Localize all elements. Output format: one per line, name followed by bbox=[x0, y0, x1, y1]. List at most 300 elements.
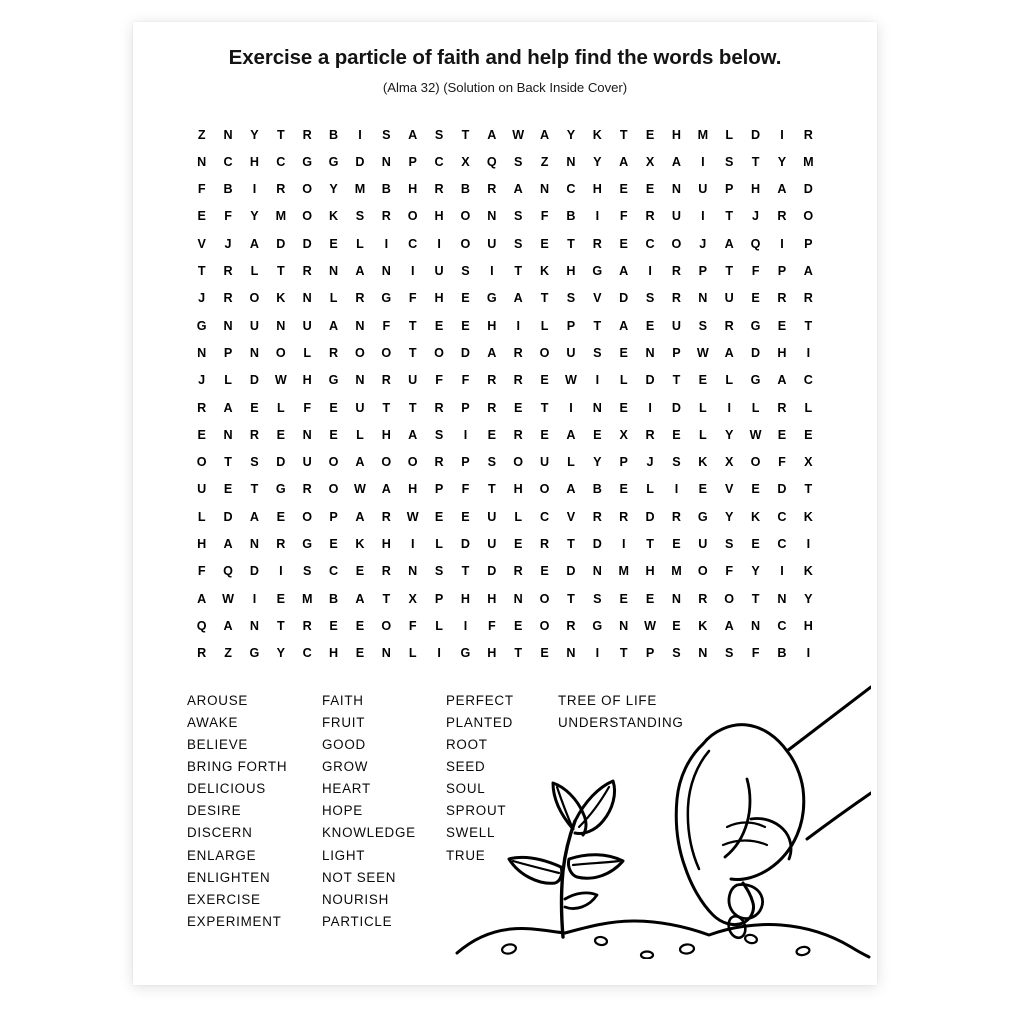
grid-cell[interactable]: I bbox=[516, 318, 520, 333]
grid-cell[interactable]: H bbox=[381, 427, 391, 442]
grid-cell[interactable]: O bbox=[750, 455, 761, 470]
grid-cell[interactable]: R bbox=[513, 427, 523, 442]
grid-cell[interactable]: H bbox=[408, 182, 418, 197]
grid-cell[interactable]: J bbox=[646, 455, 654, 470]
grid-cell[interactable]: R bbox=[540, 537, 550, 552]
grid-cell[interactable]: C bbox=[777, 537, 787, 552]
grid-cell[interactable]: R bbox=[434, 455, 444, 470]
grid-cell[interactable]: U bbox=[566, 345, 576, 360]
grid-cell[interactable]: Y bbox=[566, 127, 576, 142]
grid-cell[interactable]: I bbox=[701, 154, 705, 169]
grid-cell[interactable]: E bbox=[619, 400, 628, 415]
grid-cell[interactable]: J bbox=[752, 209, 760, 224]
grid-cell[interactable]: D bbox=[223, 509, 233, 524]
word-list-item[interactable]: EXPERIMENT bbox=[187, 914, 282, 930]
grid-cell[interactable]: A bbox=[724, 345, 734, 360]
grid-cell[interactable]: S bbox=[355, 209, 365, 224]
grid-cell[interactable]: T bbox=[725, 264, 734, 279]
grid-cell[interactable]: Q bbox=[223, 564, 233, 579]
grid-cell[interactable]: K bbox=[355, 537, 365, 552]
grid-cell[interactable]: S bbox=[698, 318, 708, 333]
grid-cell[interactable]: A bbox=[355, 509, 365, 524]
grid-cell[interactable]: D bbox=[777, 482, 787, 497]
grid-cell[interactable]: P bbox=[566, 318, 576, 333]
grid-cell[interactable]: P bbox=[777, 264, 787, 279]
word-search-grid[interactable] bbox=[189, 122, 822, 668]
grid-cell[interactable]: R bbox=[592, 509, 602, 524]
grid-cell[interactable]: O bbox=[249, 291, 260, 306]
grid-cell[interactable]: T bbox=[276, 264, 285, 279]
grid-cell[interactable]: P bbox=[434, 482, 444, 497]
grid-cell[interactable]: E bbox=[223, 482, 233, 497]
grid-cell[interactable]: A bbox=[724, 618, 734, 633]
grid-cell[interactable]: A bbox=[249, 236, 259, 251]
grid-cell[interactable]: I bbox=[780, 236, 784, 251]
grid-cell[interactable]: E bbox=[540, 373, 549, 388]
grid-cell[interactable]: R bbox=[803, 291, 813, 306]
grid-cell[interactable]: Y bbox=[777, 154, 787, 169]
grid-cell[interactable]: R bbox=[434, 182, 444, 197]
grid-cell[interactable]: E bbox=[355, 646, 365, 661]
grid-cell[interactable]: K bbox=[698, 455, 708, 470]
grid-cell[interactable]: O bbox=[539, 482, 550, 497]
grid-cell[interactable]: T bbox=[646, 537, 654, 552]
grid-cell[interactable]: E bbox=[698, 373, 708, 388]
grid-cell[interactable]: O bbox=[275, 345, 286, 360]
grid-cell[interactable]: E bbox=[329, 236, 338, 251]
grid-cell[interactable]: R bbox=[513, 373, 523, 388]
grid-cell[interactable]: L bbox=[725, 373, 734, 388]
grid-cell[interactable]: R bbox=[777, 400, 787, 415]
grid-cell[interactable]: G bbox=[592, 264, 603, 279]
grid-cell[interactable]: S bbox=[513, 154, 523, 169]
word-list-item[interactable]: BRING FORTH bbox=[187, 759, 288, 774]
grid-cell[interactable]: C bbox=[329, 564, 339, 579]
grid-cell[interactable]: L bbox=[356, 427, 364, 442]
grid-cell[interactable]: W bbox=[512, 127, 525, 142]
grid-cell[interactable]: Y bbox=[276, 646, 286, 661]
grid-cell[interactable]: J bbox=[198, 291, 206, 306]
grid-cell[interactable]: L bbox=[303, 345, 312, 360]
grid-cell[interactable]: L bbox=[619, 373, 628, 388]
grid-cell[interactable]: D bbox=[276, 455, 286, 470]
grid-cell[interactable]: R bbox=[381, 373, 391, 388]
grid-cell[interactable]: R bbox=[487, 373, 497, 388]
grid-cell[interactable]: G bbox=[328, 373, 339, 388]
grid-cell[interactable]: I bbox=[701, 209, 705, 224]
grid-cell[interactable]: G bbox=[381, 291, 392, 306]
grid-cell[interactable]: I bbox=[463, 427, 468, 442]
grid-cell[interactable]: W bbox=[644, 618, 656, 633]
grid-cell[interactable]: H bbox=[487, 591, 497, 606]
grid-cell[interactable]: E bbox=[777, 318, 787, 333]
grid-cell[interactable]: K bbox=[329, 209, 339, 224]
grid-cell[interactable]: R bbox=[276, 182, 286, 197]
grid-cell[interactable]: K bbox=[803, 564, 813, 579]
grid-cell[interactable]: C bbox=[540, 509, 550, 524]
grid-cell[interactable]: O bbox=[803, 209, 814, 224]
grid-cell[interactable]: E bbox=[513, 537, 523, 552]
grid-cell[interactable]: V bbox=[593, 291, 602, 306]
grid-cell[interactable]: G bbox=[302, 537, 313, 552]
grid-cell[interactable]: N bbox=[592, 564, 602, 579]
grid-cell[interactable]: Y bbox=[593, 154, 602, 169]
grid-cell[interactable]: O bbox=[407, 455, 418, 470]
grid-cell[interactable]: N bbox=[566, 154, 576, 169]
grid-cell[interactable]: T bbox=[461, 127, 470, 142]
grid-cell[interactable]: L bbox=[646, 482, 654, 497]
grid-cell[interactable]: L bbox=[698, 400, 707, 415]
grid-cell[interactable]: C bbox=[777, 509, 787, 524]
grid-cell[interactable]: N bbox=[540, 182, 550, 197]
grid-cell[interactable]: A bbox=[408, 427, 418, 442]
grid-cell[interactable]: H bbox=[645, 564, 655, 579]
grid-cell[interactable]: X bbox=[619, 427, 628, 442]
grid-cell[interactable]: N bbox=[197, 345, 207, 360]
grid-cell[interactable]: T bbox=[567, 236, 575, 251]
grid-cell[interactable]: Y bbox=[250, 127, 259, 142]
grid-cell[interactable]: I bbox=[490, 264, 494, 279]
grid-cell[interactable]: P bbox=[698, 264, 708, 279]
grid-cell[interactable]: N bbox=[592, 400, 602, 415]
grid-cell[interactable]: P bbox=[619, 455, 628, 470]
grid-cell[interactable]: O bbox=[460, 209, 471, 224]
grid-cell[interactable]: D bbox=[645, 509, 655, 524]
grid-cell[interactable]: W bbox=[353, 482, 366, 497]
grid-cell[interactable]: D bbox=[460, 345, 470, 360]
grid-cell[interactable]: T bbox=[725, 209, 734, 224]
grid-cell[interactable]: D bbox=[751, 127, 761, 142]
grid-cell[interactable]: N bbox=[223, 127, 233, 142]
grid-cell[interactable]: N bbox=[302, 427, 312, 442]
grid-cell[interactable]: P bbox=[223, 345, 233, 360]
grid-cell[interactable]: O bbox=[328, 482, 339, 497]
grid-cell[interactable]: R bbox=[671, 291, 681, 306]
grid-cell[interactable]: E bbox=[777, 427, 787, 442]
grid-cell[interactable]: M bbox=[354, 182, 366, 197]
grid-cell[interactable]: R bbox=[698, 591, 708, 606]
grid-cell[interactable]: W bbox=[749, 427, 762, 442]
grid-cell[interactable]: R bbox=[381, 509, 391, 524]
grid-cell[interactable]: D bbox=[671, 400, 681, 415]
grid-cell[interactable]: I bbox=[410, 537, 415, 552]
grid-cell[interactable]: O bbox=[381, 345, 392, 360]
grid-cell[interactable]: C bbox=[566, 182, 576, 197]
grid-cell[interactable]: E bbox=[540, 236, 549, 251]
grid-cell[interactable]: O bbox=[697, 564, 708, 579]
grid-cell[interactable]: G bbox=[302, 154, 313, 169]
grid-cell[interactable]: N bbox=[513, 591, 523, 606]
grid-cell[interactable]: G bbox=[750, 318, 761, 333]
word-list-item[interactable]: AWAKE bbox=[187, 714, 239, 730]
grid-cell[interactable]: Y bbox=[804, 591, 813, 606]
grid-cell[interactable]: H bbox=[408, 482, 418, 497]
grid-cell[interactable]: I bbox=[279, 564, 283, 579]
grid-cell[interactable]: H bbox=[803, 618, 813, 633]
grid-cell[interactable]: R bbox=[434, 400, 444, 415]
grid-cell[interactable]: A bbox=[381, 482, 391, 497]
grid-cell[interactable]: D bbox=[302, 236, 312, 251]
grid-cell[interactable]: G bbox=[592, 618, 603, 633]
grid-cell[interactable]: A bbox=[223, 537, 233, 552]
grid-cell[interactable]: N bbox=[408, 564, 418, 579]
grid-cell[interactable]: K bbox=[803, 509, 813, 524]
grid-cell[interactable]: M bbox=[671, 564, 682, 579]
grid-cell[interactable]: U bbox=[197, 482, 207, 497]
grid-cell[interactable]: U bbox=[671, 209, 681, 224]
grid-cell[interactable]: A bbox=[355, 591, 365, 606]
grid-cell[interactable]: E bbox=[540, 427, 549, 442]
grid-cell[interactable]: N bbox=[645, 345, 655, 360]
grid-cell[interactable]: E bbox=[645, 127, 655, 142]
grid-cell[interactable]: T bbox=[382, 591, 391, 606]
grid-cell[interactable]: S bbox=[487, 455, 497, 470]
grid-cell[interactable]: R bbox=[329, 345, 339, 360]
grid-cell[interactable]: E bbox=[513, 400, 523, 415]
grid-cell[interactable]: F bbox=[435, 373, 443, 388]
grid-cell[interactable]: T bbox=[461, 564, 470, 579]
grid-cell[interactable]: R bbox=[302, 482, 312, 497]
grid-cell[interactable]: W bbox=[222, 591, 234, 606]
grid-cell[interactable]: S bbox=[434, 427, 444, 442]
grid-cell[interactable]: J bbox=[699, 236, 707, 251]
grid-cell[interactable]: A bbox=[619, 318, 629, 333]
grid-cell[interactable]: M bbox=[301, 591, 313, 606]
grid-cell[interactable]: I bbox=[437, 236, 441, 251]
grid-cell[interactable]: T bbox=[804, 318, 813, 333]
grid-cell[interactable]: E bbox=[513, 618, 523, 633]
word-list-item[interactable]: KNOWLEDGE bbox=[322, 825, 416, 841]
grid-cell[interactable]: R bbox=[302, 618, 312, 633]
grid-cell[interactable]: U bbox=[434, 264, 444, 279]
grid-cell[interactable]: F bbox=[197, 182, 206, 197]
grid-cell[interactable]: A bbox=[777, 182, 787, 197]
grid-cell[interactable]: A bbox=[197, 591, 207, 606]
grid-cell[interactable]: G bbox=[750, 373, 761, 388]
grid-cell[interactable]: Z bbox=[197, 127, 206, 142]
grid-cell[interactable]: G bbox=[460, 646, 471, 661]
grid-cell[interactable]: X bbox=[408, 591, 417, 606]
word-list-item[interactable]: ENLIGHTEN bbox=[187, 869, 271, 885]
grid-cell[interactable]: B bbox=[777, 646, 787, 661]
grid-cell[interactable]: E bbox=[619, 591, 628, 606]
grid-cell[interactable]: R bbox=[276, 537, 286, 552]
grid-cell[interactable]: M bbox=[618, 564, 629, 579]
grid-cell[interactable]: A bbox=[566, 427, 576, 442]
grid-cell[interactable]: D bbox=[355, 154, 365, 169]
grid-cell[interactable]: D bbox=[645, 373, 655, 388]
grid-cell[interactable]: W bbox=[274, 373, 287, 388]
grid-cell[interactable]: A bbox=[355, 264, 365, 279]
grid-cell[interactable]: F bbox=[382, 318, 391, 333]
grid-cell[interactable]: P bbox=[724, 182, 734, 197]
grid-cell[interactable]: E bbox=[355, 618, 365, 633]
grid-cell[interactable]: T bbox=[619, 646, 628, 661]
word-list-item[interactable]: LIGHT bbox=[322, 847, 366, 863]
grid-cell[interactable]: R bbox=[487, 400, 497, 415]
grid-cell[interactable]: A bbox=[487, 345, 497, 360]
grid-cell[interactable]: R bbox=[249, 427, 259, 442]
grid-cell[interactable]: R bbox=[803, 127, 813, 142]
grid-cell[interactable]: E bbox=[276, 427, 286, 442]
grid-cell[interactable]: S bbox=[672, 646, 681, 661]
grid-cell[interactable]: I bbox=[595, 646, 600, 661]
grid-cell[interactable]: O bbox=[302, 509, 313, 524]
grid-cell[interactable]: N bbox=[698, 291, 708, 306]
grid-cell[interactable]: W bbox=[564, 373, 577, 388]
grid-cell[interactable]: S bbox=[513, 209, 523, 224]
grid-cell[interactable]: K bbox=[276, 291, 286, 306]
grid-cell[interactable]: E bbox=[619, 482, 628, 497]
word-list-item[interactable]: DESIRE bbox=[187, 803, 242, 819]
grid-cell[interactable]: O bbox=[355, 345, 365, 360]
grid-cell[interactable]: D bbox=[566, 564, 576, 579]
grid-cell[interactable]: D bbox=[249, 373, 259, 388]
grid-cell[interactable]: O bbox=[434, 345, 444, 360]
grid-cell[interactable]: F bbox=[303, 400, 312, 415]
grid-cell[interactable]: T bbox=[197, 264, 206, 279]
grid-cell[interactable]: R bbox=[355, 291, 365, 306]
grid-cell[interactable]: U bbox=[540, 455, 550, 470]
grid-cell[interactable]: T bbox=[514, 646, 523, 661]
grid-cell[interactable]: I bbox=[410, 264, 415, 279]
grid-cell[interactable]: T bbox=[487, 482, 496, 497]
grid-cell[interactable]: N bbox=[671, 591, 681, 606]
grid-cell[interactable]: N bbox=[381, 154, 391, 169]
grid-cell[interactable]: H bbox=[197, 537, 207, 552]
grid-cell[interactable]: F bbox=[751, 264, 760, 279]
grid-cell[interactable]: H bbox=[671, 127, 681, 142]
grid-cell[interactable]: E bbox=[461, 318, 470, 333]
word-list-item[interactable]: HOPE bbox=[322, 803, 363, 819]
grid-cell[interactable]: D bbox=[487, 564, 497, 579]
grid-cell[interactable]: Q bbox=[196, 618, 207, 633]
grid-cell[interactable]: P bbox=[329, 509, 338, 524]
word-list-item[interactable]: TRUE bbox=[446, 847, 486, 863]
grid-cell[interactable]: A bbox=[408, 127, 418, 142]
grid-cell[interactable]: R bbox=[671, 264, 681, 279]
word-list-item[interactable]: FRUIT bbox=[322, 714, 366, 730]
grid-cell[interactable]: U bbox=[724, 291, 734, 306]
grid-cell[interactable]: R bbox=[592, 236, 602, 251]
grid-cell[interactable]: V bbox=[566, 509, 576, 524]
grid-cell[interactable]: L bbox=[514, 509, 523, 524]
grid-cell[interactable]: E bbox=[434, 509, 444, 524]
grid-cell[interactable]: H bbox=[329, 646, 339, 661]
word-list-item[interactable]: GOOD bbox=[322, 736, 366, 752]
grid-cell[interactable]: R bbox=[777, 291, 787, 306]
grid-cell[interactable]: N bbox=[249, 618, 259, 633]
grid-cell[interactable]: E bbox=[672, 618, 681, 633]
grid-cell[interactable]: R bbox=[619, 509, 629, 524]
grid-cell[interactable]: A bbox=[724, 236, 734, 251]
grid-cell[interactable]: A bbox=[355, 455, 365, 470]
grid-cell[interactable]: B bbox=[223, 182, 233, 197]
grid-cell[interactable]: Y bbox=[724, 509, 734, 524]
grid-cell[interactable]: U bbox=[408, 373, 418, 388]
grid-cell[interactable]: R bbox=[487, 182, 497, 197]
grid-cell[interactable]: F bbox=[619, 209, 628, 224]
grid-cell[interactable]: I bbox=[621, 537, 626, 552]
grid-cell[interactable]: E bbox=[751, 537, 760, 552]
grid-cell[interactable]: Z bbox=[224, 646, 232, 661]
grid-cell[interactable]: E bbox=[197, 427, 206, 442]
grid-cell[interactable]: D bbox=[803, 182, 813, 197]
grid-cell[interactable]: B bbox=[592, 482, 602, 497]
grid-cell[interactable]: L bbox=[435, 537, 443, 552]
grid-cell[interactable]: A bbox=[329, 318, 339, 333]
grid-cell[interactable]: E bbox=[593, 427, 602, 442]
grid-cell[interactable]: U bbox=[487, 509, 497, 524]
grid-cell[interactable]: A bbox=[619, 264, 629, 279]
grid-cell[interactable]: E bbox=[355, 564, 365, 579]
grid-cell[interactable]: E bbox=[276, 591, 286, 606]
grid-cell[interactable]: K bbox=[698, 618, 708, 633]
grid-cell[interactable]: T bbox=[751, 591, 760, 606]
grid-cell[interactable]: L bbox=[751, 400, 760, 415]
grid-cell[interactable]: F bbox=[778, 455, 786, 470]
grid-cell[interactable]: S bbox=[593, 345, 602, 360]
grid-cell[interactable]: E bbox=[751, 291, 760, 306]
grid-cell[interactable]: G bbox=[697, 509, 708, 524]
grid-cell[interactable]: G bbox=[328, 154, 339, 169]
grid-cell[interactable]: I bbox=[806, 345, 811, 360]
grid-cell[interactable]: G bbox=[275, 482, 286, 497]
grid-cell[interactable]: M bbox=[803, 154, 814, 169]
grid-cell[interactable]: N bbox=[381, 646, 391, 661]
grid-cell[interactable]: M bbox=[275, 209, 287, 224]
grid-cell[interactable]: Q bbox=[750, 236, 761, 251]
grid-cell[interactable]: G bbox=[249, 646, 260, 661]
grid-cell[interactable]: J bbox=[198, 373, 206, 388]
grid-cell[interactable]: A bbox=[249, 509, 259, 524]
grid-cell[interactable]: S bbox=[724, 537, 734, 552]
grid-cell[interactable]: U bbox=[698, 537, 708, 552]
grid-cell[interactable]: C bbox=[223, 154, 233, 169]
grid-cell[interactable]: F bbox=[540, 209, 549, 224]
grid-cell[interactable]: N bbox=[276, 318, 286, 333]
grid-cell[interactable]: C bbox=[803, 373, 813, 388]
grid-cell[interactable]: T bbox=[250, 482, 259, 497]
grid-cell[interactable]: L bbox=[804, 400, 813, 415]
word-list-item[interactable]: SWELL bbox=[446, 825, 496, 841]
grid-cell[interactable]: I bbox=[358, 127, 362, 142]
grid-cell[interactable]: T bbox=[567, 591, 575, 606]
grid-cell[interactable]: F bbox=[408, 618, 417, 633]
grid-cell[interactable]: W bbox=[406, 509, 419, 524]
grid-cell[interactable]: Y bbox=[724, 427, 734, 442]
grid-cell[interactable]: P bbox=[461, 400, 470, 415]
grid-cell[interactable]: O bbox=[407, 209, 418, 224]
grid-cell[interactable]: T bbox=[382, 400, 391, 415]
grid-cell[interactable]: T bbox=[276, 127, 285, 142]
grid-cell[interactable]: N bbox=[671, 182, 681, 197]
grid-cell[interactable]: T bbox=[751, 154, 760, 169]
grid-cell[interactable]: E bbox=[540, 564, 549, 579]
grid-cell[interactable]: T bbox=[540, 400, 549, 415]
grid-cell[interactable]: P bbox=[804, 236, 813, 251]
grid-cell[interactable]: C bbox=[777, 618, 787, 633]
grid-cell[interactable]: A bbox=[671, 154, 681, 169]
grid-cell[interactable]: A bbox=[223, 400, 233, 415]
grid-cell[interactable]: R bbox=[513, 345, 523, 360]
grid-cell[interactable]: I bbox=[569, 400, 573, 415]
grid-cell[interactable]: E bbox=[619, 236, 628, 251]
grid-cell[interactable]: R bbox=[671, 509, 681, 524]
grid-cell[interactable]: X bbox=[461, 154, 470, 169]
grid-cell[interactable]: F bbox=[408, 291, 417, 306]
grid-cell[interactable]: E bbox=[276, 509, 286, 524]
